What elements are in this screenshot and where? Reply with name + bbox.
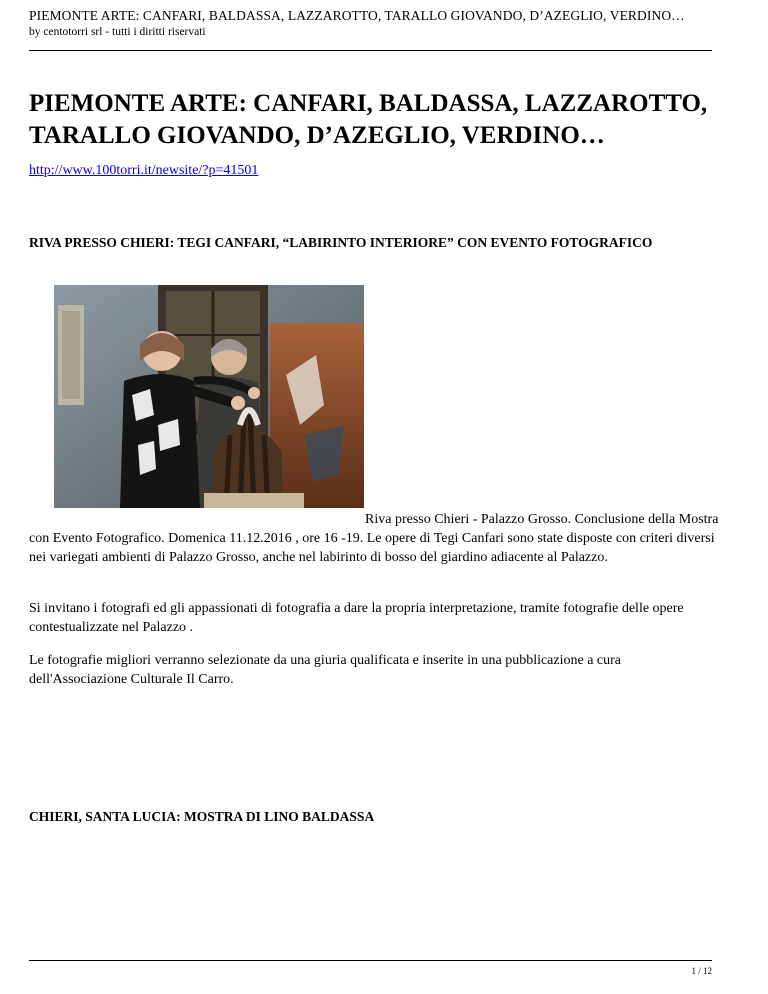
exhibition-photo: [54, 285, 364, 508]
section-title-baldassa: CHIERI, SANTA LUCIA: MOSTRA DI LINO BALDASSA: [29, 809, 375, 824]
page-number: 1 / 12: [691, 966, 712, 976]
header-divider: [29, 50, 712, 51]
paragraph-invitation: Si invitano i fotografi ed gli appassionati di fotografia a dare la propria interpretazione, tramite fotografie delle opere contestualizzate nel Palazzo .: [29, 601, 684, 635]
paragraph-selection: Le fotografie migliori verranno selezionate da una giuria qualificata e inserite in una pubblicazione a cura dell'Associazione Culturale Il Carro.: [29, 653, 622, 687]
photo-caption: Riva presso Chieri - Palazzo Grosso. Conclusione della Mostra con Evento Fotografico. Domenica 11.12.2016 , ore 16 -19. Le opere di Tegi Canfari sono state disposte con criteri diversi nei variegati ambienti di Palazzo Grosso, anche nel labirinto di bosso del giardino adiacente al Palazzo.: [29, 512, 719, 565]
page-header: [29, 8, 768, 40]
article-title: PIEMONTE ARTE: CANFARI, BALDASSA, LAZZAROTTO, TARALLO GIOVANDO, D’AZEGLIO, VERDINO…: [29, 90, 708, 149]
footer-divider: [29, 960, 712, 961]
section-title-canfari: RIVA PRESSO CHIERI: TEGI CANFARI, “LABIRINTO INTERIORE” CON EVENTO FOTOGRAFICO: [29, 235, 653, 250]
header-subtitle: by centotorri srl - tutti i diritti riservati: [29, 26, 206, 38]
article-link[interactable]: http://www.100torri.it/newsite/?p=41501: [29, 163, 259, 178]
header-title: PIEMONTE ARTE: CANFARI, BALDASSA, LAZZAROTTO, TARALLO GIOVANDO, D’AZEGLIO, VERDINO…: [29, 8, 685, 23]
